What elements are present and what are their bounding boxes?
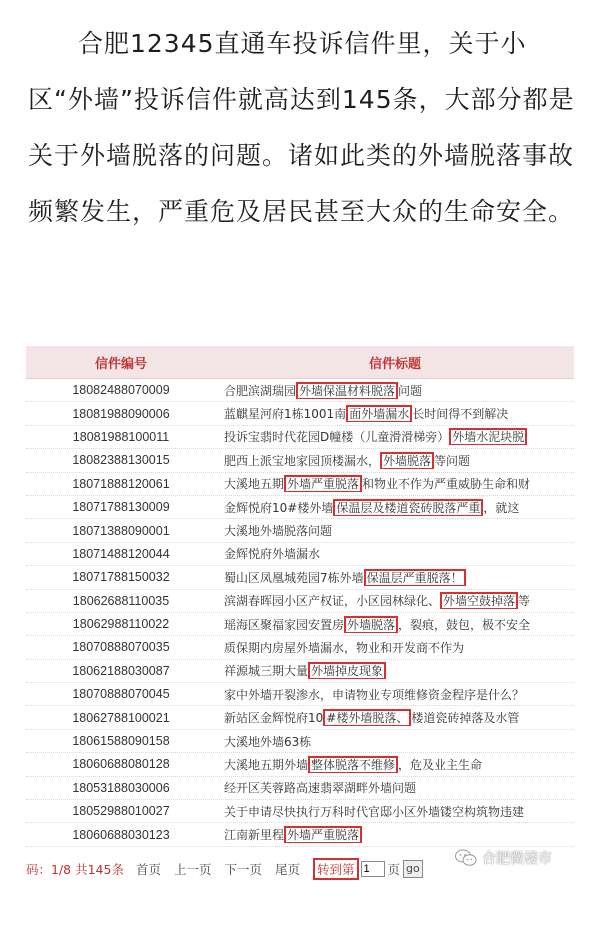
title-text: 大溪地五期外墙 <box>224 757 309 772</box>
highlighted-phrase: 外墙掉皮现象 <box>308 662 386 679</box>
title-text: 蓝麒星河府1栋1001南 <box>224 407 347 422</box>
title-text-suffix: 楼道瓷砖掉落及水管 <box>411 711 520 726</box>
title-text: 瑶海区聚福家园安置房 <box>224 617 345 632</box>
table-row[interactable] <box>26 636 574 659</box>
title-text: 合肥滨湖瑞园 <box>224 383 297 398</box>
table-row[interactable] <box>26 706 574 729</box>
title-text: 质保期内房屋外墙漏水，物业和开发商不作为 <box>224 640 465 655</box>
table-row[interactable] <box>26 800 574 823</box>
table-row[interactable] <box>26 426 574 449</box>
letter-id: 18071488120044 <box>72 546 170 561</box>
letter-title-link[interactable] <box>216 639 574 656</box>
letter-title-link[interactable] <box>216 826 574 843</box>
letter-id: 18062988110022 <box>72 617 170 632</box>
letter-title-link[interactable] <box>216 779 574 796</box>
table-row[interactable] <box>26 660 574 683</box>
prev-page-link[interactable]: 上一页 <box>173 862 212 877</box>
page-number-input[interactable] <box>361 861 385 877</box>
title-text-suffix: 和物业不作为严重威胁生命和财 <box>362 477 531 492</box>
highlighted-phrase: 外墙水泥块脱 <box>449 428 527 445</box>
letter-id: 18052988010027 <box>72 804 170 819</box>
highlighted-phrase: 外墙保温材料脱落 <box>296 382 398 399</box>
highlighted-phrase: 外墙空鼓掉落 <box>440 592 518 609</box>
table-row[interactable] <box>26 613 574 636</box>
title-text: 大溪地五期 <box>224 477 285 492</box>
title-text: 江南新里程 <box>224 828 285 843</box>
watermark-text: 合肥微楼市 <box>482 851 552 867</box>
next-page-link[interactable]: 下一页 <box>224 862 262 877</box>
table-row[interactable] <box>26 566 574 589</box>
letter-id: 18082488070009 <box>72 383 170 398</box>
table-row[interactable] <box>26 402 574 425</box>
title-text-suffix: ，裂痕，鼓包，极不安全 <box>398 617 531 632</box>
letter-id: 18070888070035 <box>72 640 170 655</box>
table-header <box>26 346 574 379</box>
last-page-link[interactable]: 尾页 <box>275 862 301 877</box>
title-text: 新站区金辉悦府10 <box>224 711 324 726</box>
table-row[interactable] <box>26 590 574 613</box>
letter-id: 18070888070045 <box>72 687 170 702</box>
letter-title-link[interactable] <box>216 709 574 726</box>
goto-label: 转到第 <box>313 858 359 880</box>
letter-id: 18062788100021 <box>72 710 170 725</box>
table-row[interactable] <box>26 473 574 496</box>
title-text: 关于申请尽快执行万科时代官邸小区外墙镂空构筑物违建 <box>224 804 525 819</box>
title-text: 家中外墙开裂渗水，申请物业专项维修资金程序是什么？ <box>224 687 525 702</box>
title-text-suffix: 长时间得不到解决 <box>412 407 509 422</box>
table-row[interactable] <box>26 753 574 776</box>
letter-id: 18081988100011 <box>72 429 170 444</box>
table-row[interactable] <box>26 379 574 402</box>
letter-title-link[interactable] <box>216 522 574 539</box>
letter-title-link[interactable] <box>216 592 574 609</box>
table-row[interactable] <box>26 730 574 753</box>
letter-id: 18061588090158 <box>72 734 170 749</box>
title-text: 大溪地外墙脱落问题 <box>224 524 333 539</box>
letter-id: 18062188030087 <box>72 663 170 678</box>
highlighted-phrase: 外墙严重脱落 <box>284 475 362 492</box>
letter-title-link[interactable] <box>216 499 574 516</box>
title-text: 大溪地外墙63栋 <box>224 734 312 749</box>
letter-id: 18071788130009 <box>72 500 170 515</box>
table-row[interactable] <box>26 683 574 706</box>
highlighted-phrase: 外墙严重脱落 <box>284 826 362 843</box>
table-row[interactable] <box>26 496 574 519</box>
letter-title-link[interactable] <box>216 382 574 399</box>
wechat-icon <box>455 849 477 867</box>
letter-title-link[interactable] <box>216 405 574 422</box>
table-row[interactable] <box>26 777 574 800</box>
title-text: 金辉悦府外墙漏水 <box>224 547 321 562</box>
table-row[interactable] <box>26 823 574 846</box>
letter-id: 18053188030006 <box>72 780 170 795</box>
title-text-suffix: ，就这 <box>483 500 520 515</box>
letter-title-link[interactable] <box>216 428 574 445</box>
letter-title-link[interactable] <box>216 545 574 562</box>
letter-title-link[interactable] <box>216 475 574 492</box>
page-suffix-label: 页 <box>387 862 401 877</box>
highlighted-phrase: 面外墙漏水 <box>346 405 412 422</box>
title-text: 蜀山区凤凰城苑园7栋外墙 <box>224 570 364 585</box>
letter-title-link[interactable] <box>216 452 574 469</box>
title-text: 滨湖春晖园小区产权证，小区园林绿化、 <box>224 594 441 609</box>
letter-title-link[interactable] <box>216 569 574 586</box>
letter-title-link[interactable] <box>216 616 574 633</box>
page-count: 码：1/8 共145条 <box>26 862 124 877</box>
first-page-link[interactable]: 首页 <box>135 862 161 877</box>
letters-table-screenshot <box>26 346 574 886</box>
header-letter-id: 信件编号 <box>94 356 147 372</box>
highlighted-phrase: 整体脱落不维修 <box>308 756 398 773</box>
title-text-suffix: ，危及业主生命 <box>398 757 483 772</box>
letter-title-link[interactable] <box>216 733 574 750</box>
title-text: 祥源城三期大量 <box>224 664 309 679</box>
title-text: 肥西上派宝地家园顶楼漏水， <box>224 453 381 468</box>
title-text-suffix: 问题 <box>398 383 423 398</box>
title-text-suffix: 等问题 <box>434 453 471 468</box>
title-text: 投诉宝翡时代花园D幢楼（儿童滑滑梯旁） <box>224 430 450 445</box>
letter-id: 18081988090006 <box>72 406 170 421</box>
header-letter-title: 信件标题 <box>368 356 421 372</box>
highlighted-phrase: #楼外墙脱落、 <box>323 709 411 726</box>
highlighted-phrase: 外墙脱落 <box>380 452 434 469</box>
title-text-suffix: 等 <box>518 594 531 609</box>
letter-id: 18071388090001 <box>72 523 170 538</box>
highlighted-phrase: 保温层严重脱落！ <box>364 569 466 586</box>
watermark <box>455 848 552 868</box>
letter-id: 18060688080128 <box>72 757 170 772</box>
letter-title-link[interactable] <box>216 756 574 773</box>
table-row[interactable] <box>26 519 574 542</box>
letter-id: 18071888120061 <box>72 476 170 491</box>
letter-id: 18062688110035 <box>72 593 170 608</box>
go-button[interactable]: go <box>403 860 423 878</box>
table-row[interactable] <box>26 449 574 472</box>
letter-title-link[interactable] <box>216 662 574 679</box>
letter-id: 18082388130015 <box>72 453 170 468</box>
highlighted-phrase: 保温层及楼道瓷砖脱落严重 <box>333 499 483 516</box>
letter-title-link[interactable] <box>216 803 574 820</box>
title-text: 金辉悦府10#楼外墙 <box>224 500 334 515</box>
title-text: 经开区芙蓉路高速翡翠湖畔外墙问题 <box>224 781 417 796</box>
highlighted-phrase: 外墙脱落 <box>344 616 398 633</box>
table-row[interactable] <box>26 543 574 566</box>
letter-id: 18060688030123 <box>72 827 170 842</box>
letter-title-link[interactable] <box>216 686 574 703</box>
table-body <box>26 379 574 847</box>
letter-id: 18071788150032 <box>72 570 170 585</box>
article-paragraph: 合肥12345直通车投诉信件里，关于小区“外墙”投诉信件就高达到145条，大部分都是关于外墙脱落的问题。诸如此类的外墙脱落事故频繁发生，严重危及居民甚至大众的生命安全。 <box>28 29 575 226</box>
